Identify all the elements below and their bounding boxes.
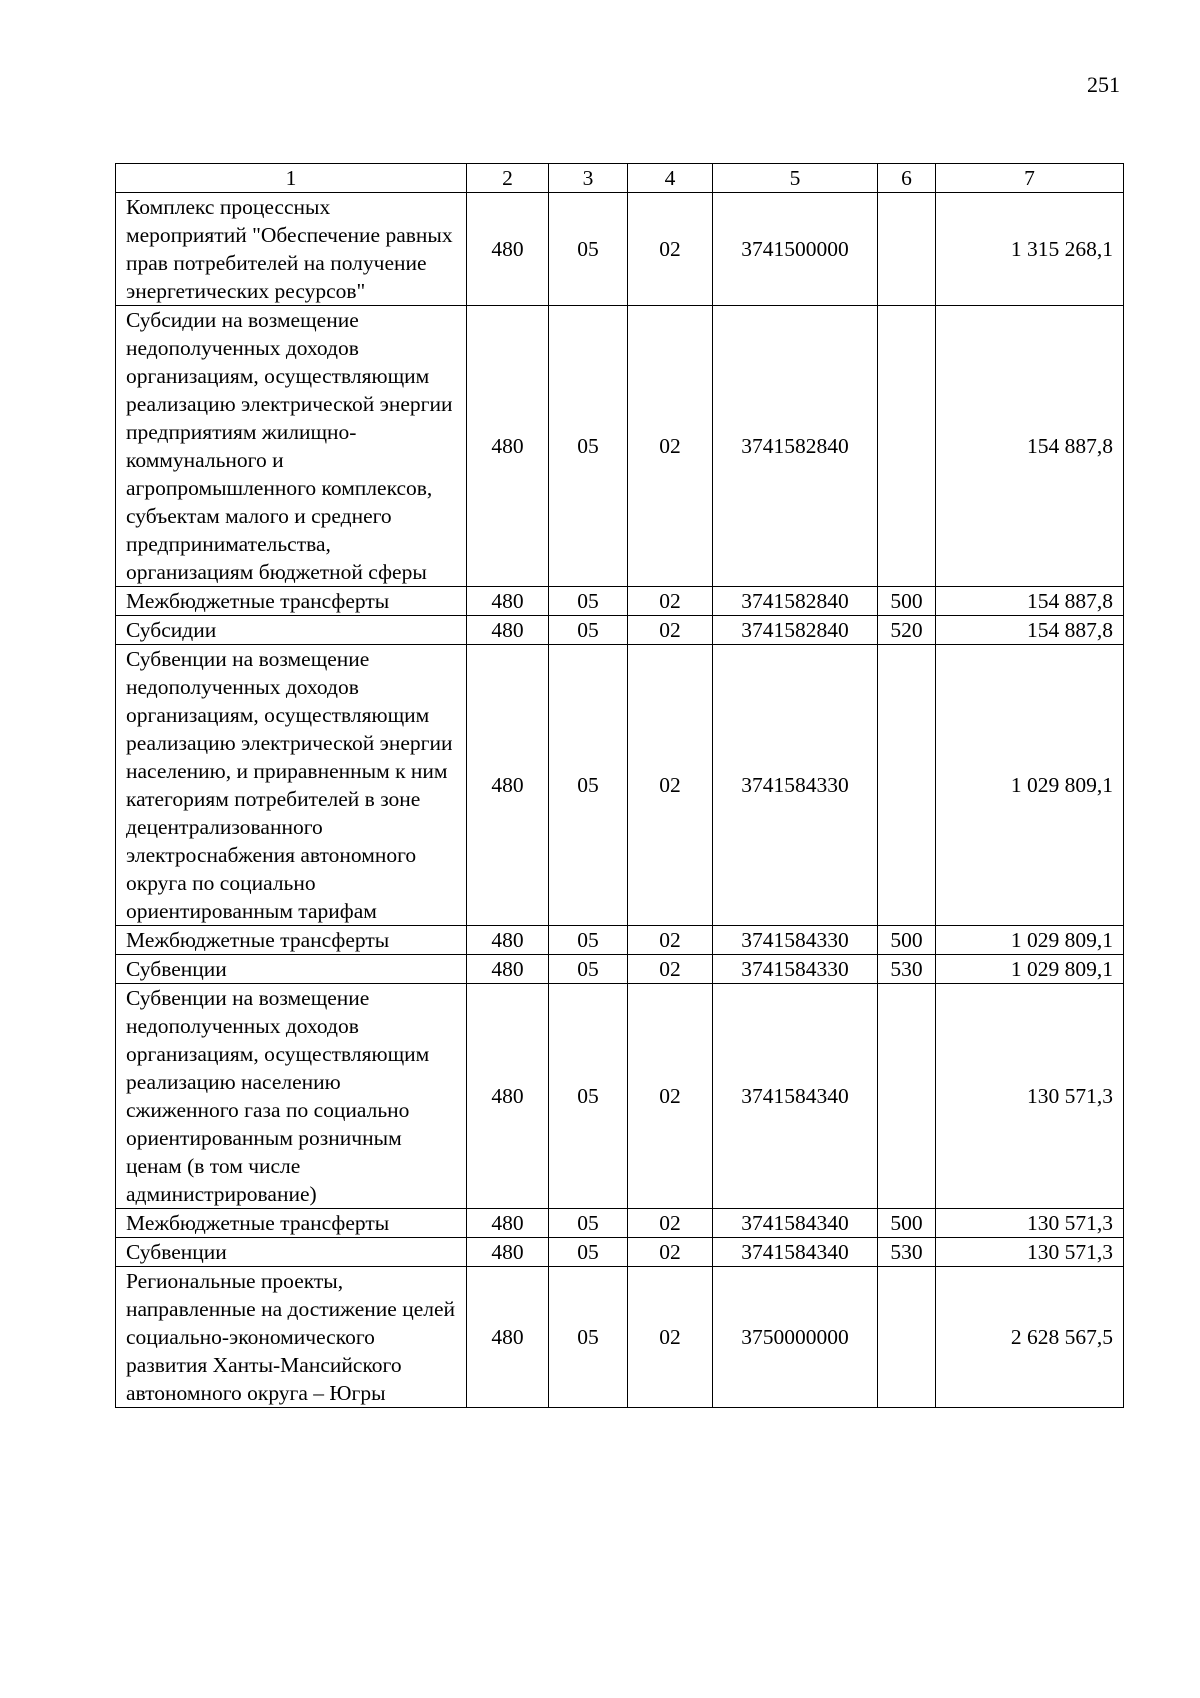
row-amount-cell: 130 571,3 <box>936 984 1124 1209</box>
row-code-5-cell: 3741500000 <box>713 193 878 306</box>
row-code-5-cell: 3750000000 <box>713 1267 878 1408</box>
table-header-row <box>116 164 1124 193</box>
table-row <box>116 1238 1124 1267</box>
row-code-4-cell: 02 <box>628 1209 713 1238</box>
table-row <box>116 645 1124 926</box>
row-name-cell: Региональные проекты, направленные на достижение целей социально-экономического развития Ханты-Мансийского автономного округа – Югры <box>116 1267 467 1408</box>
table-row <box>116 955 1124 984</box>
row-code-5-cell: 3741584340 <box>713 1209 878 1238</box>
row-name-cell: Субвенции на возмещение недополученных доходов организациям, осуществляющим реализацию населению сжиженного газа по социально ориентированным розничным ценам (в том числе администрирование) <box>116 984 467 1209</box>
header-cell-3: 3 <box>549 164 628 193</box>
row-code-5-cell: 3741584340 <box>713 1238 878 1267</box>
table-row <box>116 926 1124 955</box>
row-amount-cell: 154 887,8 <box>936 616 1124 645</box>
row-code-6-cell: 500 <box>878 587 936 616</box>
row-code-2-cell: 480 <box>467 1209 549 1238</box>
row-code-5-cell: 3741582840 <box>713 616 878 645</box>
row-code-2-cell: 480 <box>467 984 549 1209</box>
row-code-4-cell: 02 <box>628 955 713 984</box>
header-cell-7: 7 <box>936 164 1124 193</box>
row-code-2-cell: 480 <box>467 1267 549 1408</box>
row-code-4-cell: 02 <box>628 645 713 926</box>
row-code-4-cell: 02 <box>628 926 713 955</box>
header-cell-2: 2 <box>467 164 549 193</box>
row-code-6-cell <box>878 306 936 587</box>
row-code-3-cell: 05 <box>549 645 628 926</box>
row-code-3-cell: 05 <box>549 1267 628 1408</box>
row-amount-cell: 1 029 809,1 <box>936 955 1124 984</box>
row-name-cell: Комплекс процессных мероприятий "Обеспечение равных прав потребителей на получение энергетических ресурсов" <box>116 193 467 306</box>
row-code-3-cell: 05 <box>549 587 628 616</box>
header-cell-5: 5 <box>713 164 878 193</box>
row-code-6-cell <box>878 984 936 1209</box>
row-code-2-cell: 480 <box>467 645 549 926</box>
row-name-cell: Субвенции на возмещение недополученных доходов организациям, осуществляющим реализацию электрической энергии населению, и приравненным к ним категориям потребителей в зоне децентрализованного электроснабжения автономного округа по социально ориентированным тарифам <box>116 645 467 926</box>
row-name-cell: Межбюджетные трансферты <box>116 587 467 616</box>
row-code-2-cell: 480 <box>467 926 549 955</box>
header-cell-6: 6 <box>878 164 936 193</box>
row-code-2-cell: 480 <box>467 616 549 645</box>
row-code-5-cell: 3741584330 <box>713 926 878 955</box>
row-code-2-cell: 480 <box>467 193 549 306</box>
row-code-2-cell: 480 <box>467 1238 549 1267</box>
row-code-4-cell: 02 <box>628 984 713 1209</box>
row-name-cell: Субсидии <box>116 616 467 645</box>
row-code-5-cell: 3741584340 <box>713 984 878 1209</box>
header-cell-1: 1 <box>116 164 467 193</box>
row-name-cell: Субвенции <box>116 955 467 984</box>
row-code-3-cell: 05 <box>549 306 628 587</box>
row-code-2-cell: 480 <box>467 587 549 616</box>
row-code-4-cell: 02 <box>628 587 713 616</box>
row-amount-cell: 130 571,3 <box>936 1238 1124 1267</box>
table-row <box>116 984 1124 1209</box>
row-code-4-cell: 02 <box>628 1267 713 1408</box>
row-code-3-cell: 05 <box>549 616 628 645</box>
row-amount-cell: 130 571,3 <box>936 1209 1124 1238</box>
table-row <box>116 587 1124 616</box>
row-name-cell: Межбюджетные трансферты <box>116 1209 467 1238</box>
row-name-cell: Субсидии на возмещение недополученных доходов организациям, осуществляющим реализацию электрической энергии предприятиям жилищно-коммунального и агропромышленного комплексов, субъектам малого и среднего предпринимательства, организациям бюджетной сферы <box>116 306 467 587</box>
row-amount-cell: 2 628 567,5 <box>936 1267 1124 1408</box>
row-code-6-cell <box>878 645 936 926</box>
row-code-3-cell: 05 <box>549 193 628 306</box>
row-code-6-cell: 520 <box>878 616 936 645</box>
row-amount-cell: 1 029 809,1 <box>936 926 1124 955</box>
row-code-4-cell: 02 <box>628 616 713 645</box>
row-code-6-cell <box>878 1267 936 1408</box>
table-row <box>116 1209 1124 1238</box>
row-code-3-cell: 05 <box>549 1238 628 1267</box>
table-row <box>116 306 1124 587</box>
row-code-5-cell: 3741582840 <box>713 587 878 616</box>
row-code-4-cell: 02 <box>628 1238 713 1267</box>
row-name-cell: Субвенции <box>116 1238 467 1267</box>
row-code-5-cell: 3741584330 <box>713 955 878 984</box>
row-code-2-cell: 480 <box>467 955 549 984</box>
budget-table <box>115 163 1124 1408</box>
header-cell-4: 4 <box>628 164 713 193</box>
page-number: 251 <box>1087 72 1120 97</box>
row-code-2-cell: 480 <box>467 306 549 587</box>
row-amount-cell: 154 887,8 <box>936 306 1124 587</box>
row-code-4-cell: 02 <box>628 193 713 306</box>
row-name-cell: Межбюджетные трансферты <box>116 926 467 955</box>
table-row <box>116 1267 1124 1408</box>
row-code-5-cell: 3741584330 <box>713 645 878 926</box>
row-code-5-cell: 3741582840 <box>713 306 878 587</box>
row-code-3-cell: 05 <box>549 926 628 955</box>
row-code-6-cell: 530 <box>878 1238 936 1267</box>
row-code-6-cell <box>878 193 936 306</box>
row-code-6-cell: 500 <box>878 1209 936 1238</box>
row-code-3-cell: 05 <box>549 984 628 1209</box>
row-code-6-cell: 500 <box>878 926 936 955</box>
table-row <box>116 193 1124 306</box>
row-code-6-cell: 530 <box>878 955 936 984</box>
row-amount-cell: 154 887,8 <box>936 587 1124 616</box>
table-row <box>116 616 1124 645</box>
row-amount-cell: 1 315 268,1 <box>936 193 1124 306</box>
row-amount-cell: 1 029 809,1 <box>936 645 1124 926</box>
row-code-4-cell: 02 <box>628 306 713 587</box>
row-code-3-cell: 05 <box>549 955 628 984</box>
row-code-3-cell: 05 <box>549 1209 628 1238</box>
